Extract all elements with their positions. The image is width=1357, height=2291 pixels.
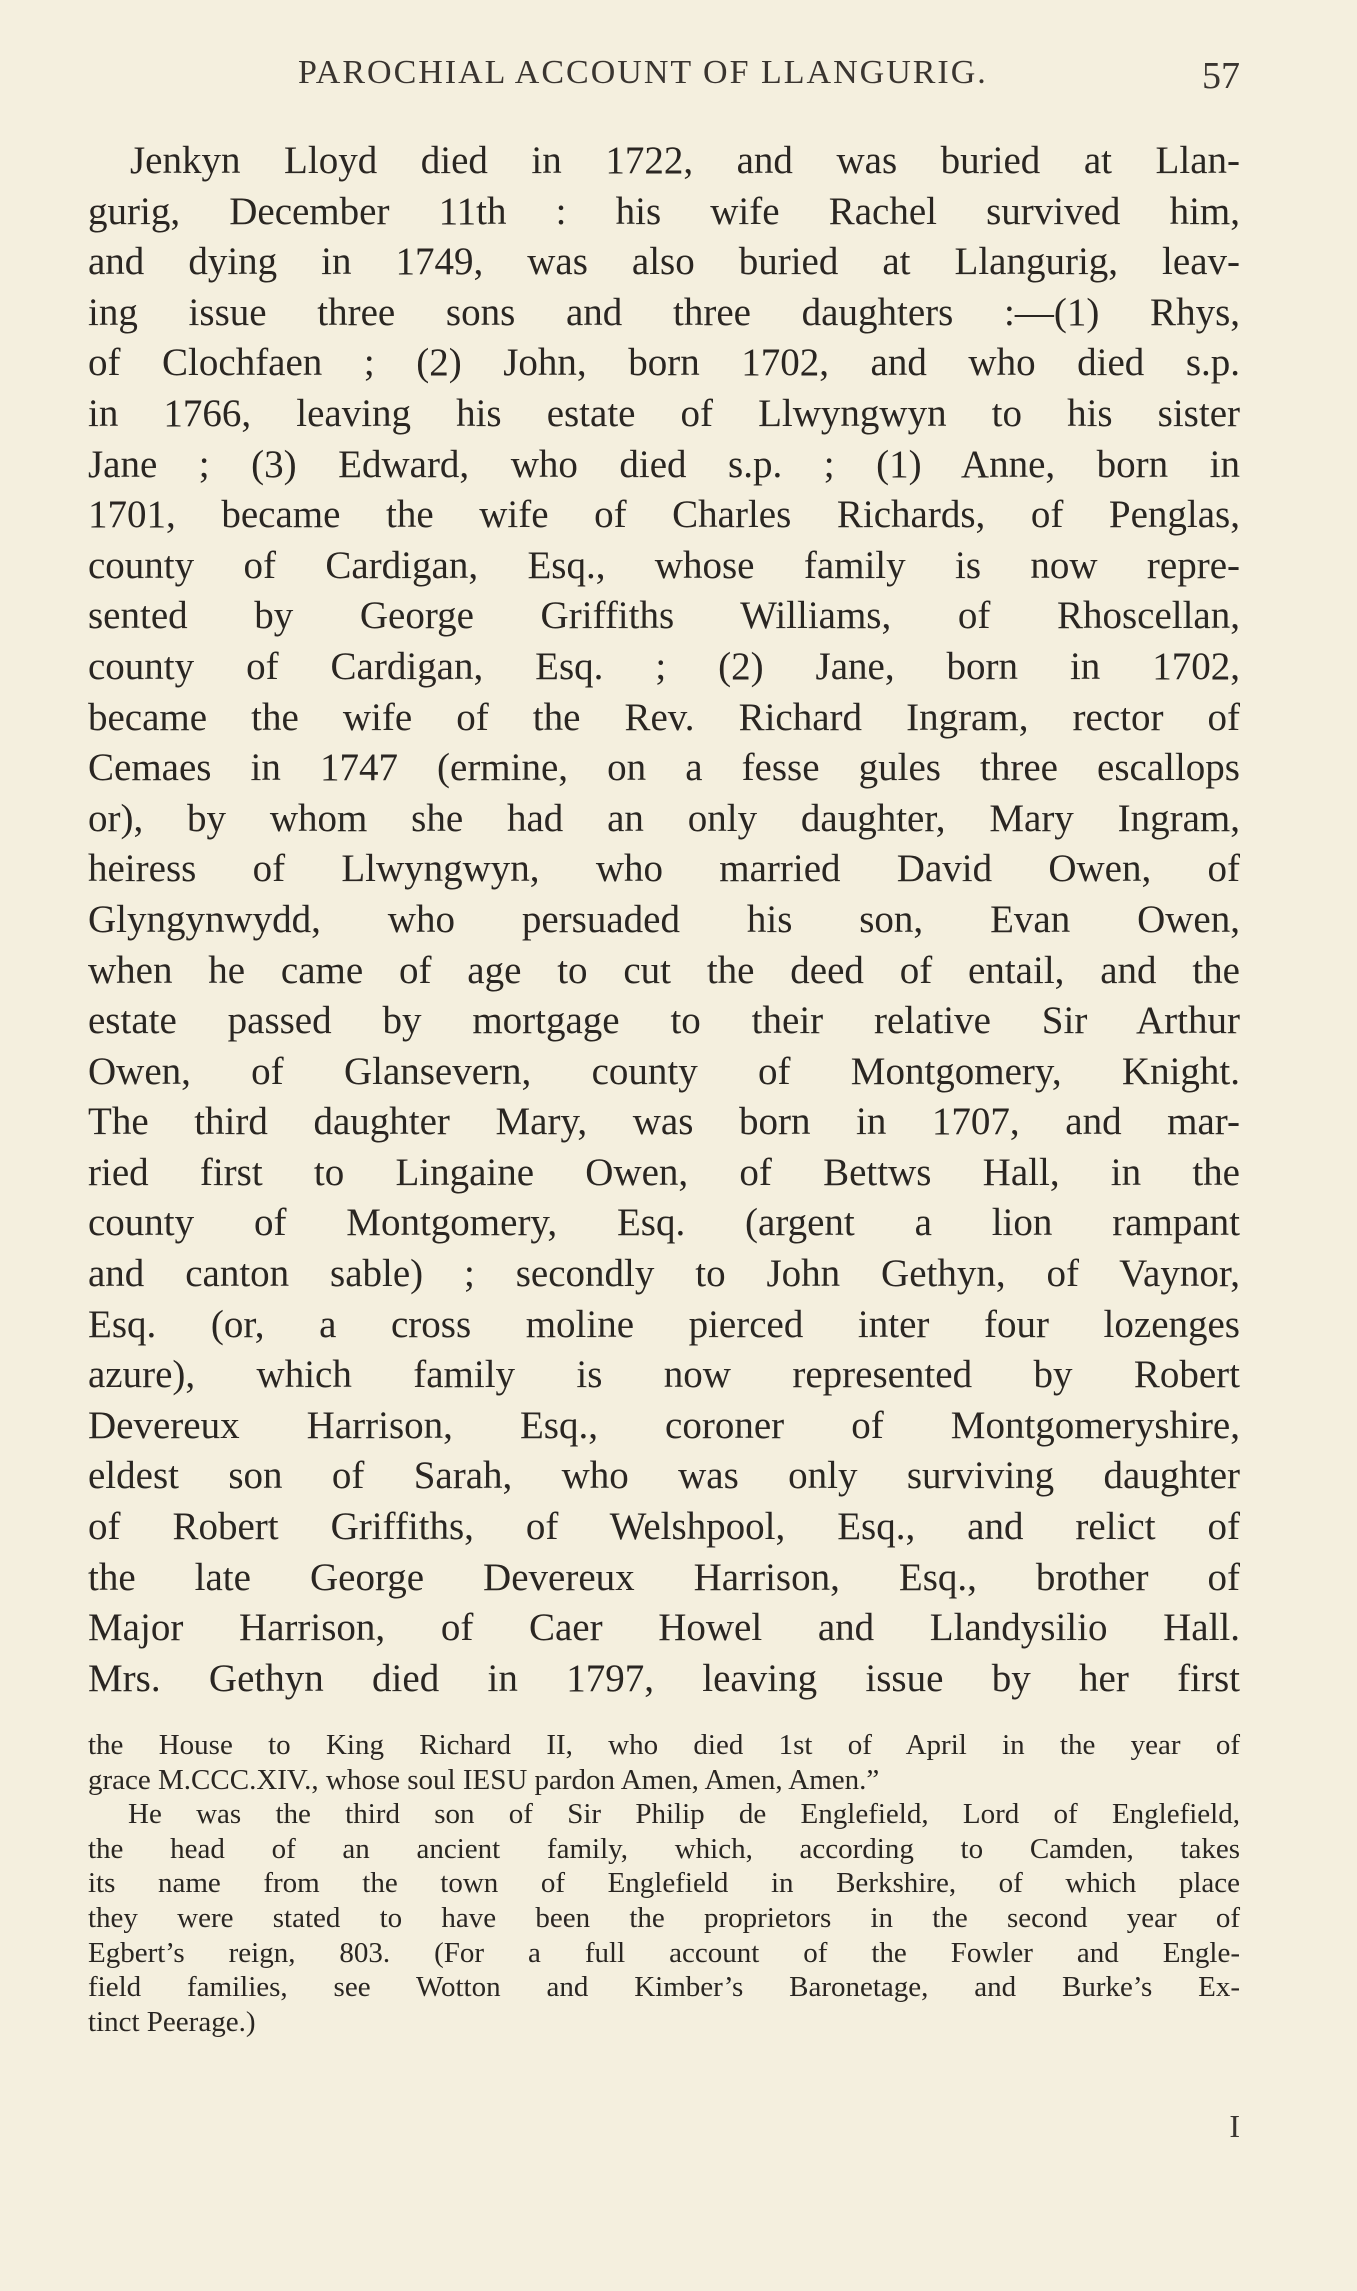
text-line: Glyngynwydd, who persuaded his son, Evan Owen, [88, 897, 1240, 941]
text-line: county of Cardigan, Esq., whose family is now repre- [88, 543, 1240, 587]
text-line: or), by whom she had an only daughter, Mary Ingram, [88, 796, 1240, 840]
footnote-line: He was the third son of Sir Philip de Englefield, Lord of Englefield, [128, 1798, 1240, 1831]
text-line: Devereux Harrison, Esq., coroner of Montgomeryshire, [88, 1403, 1240, 1447]
text-line: county of Montgomery, Esq. (argent a lion rampant [88, 1201, 1240, 1245]
footnote-line: grace M.CCC.XIV., whose soul IESU pardon Amen, Amen, Amen.” [88, 1763, 880, 1796]
page-header [88, 54, 1240, 102]
text-line: Owen, of Glansevern, county of Montgomery, Knight. [88, 1049, 1240, 1093]
text-line: and dying in 1749, was also buried at Llangurig, leav- [88, 240, 1240, 284]
running-title: PAROCHIAL ACCOUNT OF LLANGURIG. [298, 54, 988, 91]
footnote-line: the head of an ancient family, which, according to Camden, takes [88, 1832, 1240, 1865]
signature-mark: I [1229, 2108, 1240, 2144]
footnote-line: Egbert’s reign, 803. (For a full account of the Fowler and Engle- [88, 1936, 1240, 1969]
text-line: in 1766, leaving his estate of Llwyngwyn to his sister [88, 391, 1240, 435]
footnote-line: the House to King Richard II, who died 1st of April in the year of [88, 1729, 1240, 1761]
text-line: Jenkyn Lloyd died in 1722, and was buried at Llan- [130, 139, 1240, 182]
text-line: Cemaes in 1747 (ermine, on a fesse gules three escallops [88, 746, 1240, 790]
page-number: 57 [1202, 55, 1240, 97]
text-line: eldest son of Sarah, who was only surviving daughter [88, 1454, 1240, 1498]
text-line: estate passed by mortgage to their relative Sir Arthur [88, 999, 1240, 1043]
text-line: Jane ; (3) Edward, who died s.p. ; (1) Anne, born in [88, 442, 1240, 486]
text-line: azure), which family is now represented by Robert [88, 1353, 1240, 1397]
footnote-line: its name from the town of Englefield in Berkshire, of which place [88, 1867, 1240, 1900]
footnotes [88, 1728, 1240, 2039]
text-line: of Clochfaen ; (2) John, born 1702, and who died s.p. [88, 341, 1240, 385]
text-line: when he came of age to cut the deed of entail, and the [88, 948, 1240, 992]
main-text [88, 136, 1240, 1704]
text-line: heiress of Llwyngwyn, who married David Owen, of [88, 847, 1240, 891]
text-line: The third daughter Mary, was born in 1707, and mar- [88, 1100, 1240, 1144]
footnote-line: tinct Peerage.) [88, 2005, 256, 2038]
text-line: Esq. (or, a cross moline pierced inter four lozenges [88, 1302, 1240, 1346]
text-line: of Robert Griffiths, of Welshpool, Esq., and relict of [88, 1505, 1240, 1549]
footnote-line: they were stated to have been the proprietors in the second year of [88, 1901, 1240, 1934]
text-line: sented by George Griffiths Williams, of Rhoscellan, [88, 594, 1240, 638]
text-line: Major Harrison, of Caer Howel and Llandysilio Hall. [88, 1606, 1240, 1650]
text-line: gurig, December 11th : his wife Rachel survived him, [88, 189, 1240, 233]
text-line: became the wife of the Rev. Richard Ingram, rector of [88, 695, 1240, 739]
text-line: the late George Devereux Harrison, Esq., brother of [88, 1555, 1240, 1599]
text-line: Mrs. Gethyn died in 1797, leaving issue by her first [88, 1656, 1240, 1700]
text-line: county of Cardigan, Esq. ; (2) Jane, born in 1702, [88, 644, 1240, 688]
text-line: ing issue three sons and three daughters :—(1) Rhys, [88, 290, 1240, 334]
text-line: 1701, became the wife of Charles Richards, of Penglas, [88, 493, 1240, 537]
text-line: and canton sable) ; secondly to John Gethyn, of Vaynor, [88, 1252, 1240, 1296]
footnote-line: field families, see Wotton and Kimber’s Baronetage, and Burke’s Ex- [88, 1971, 1240, 2004]
text-line: ried first to Lingaine Owen, of Bettws Hall, in the [88, 1150, 1240, 1194]
